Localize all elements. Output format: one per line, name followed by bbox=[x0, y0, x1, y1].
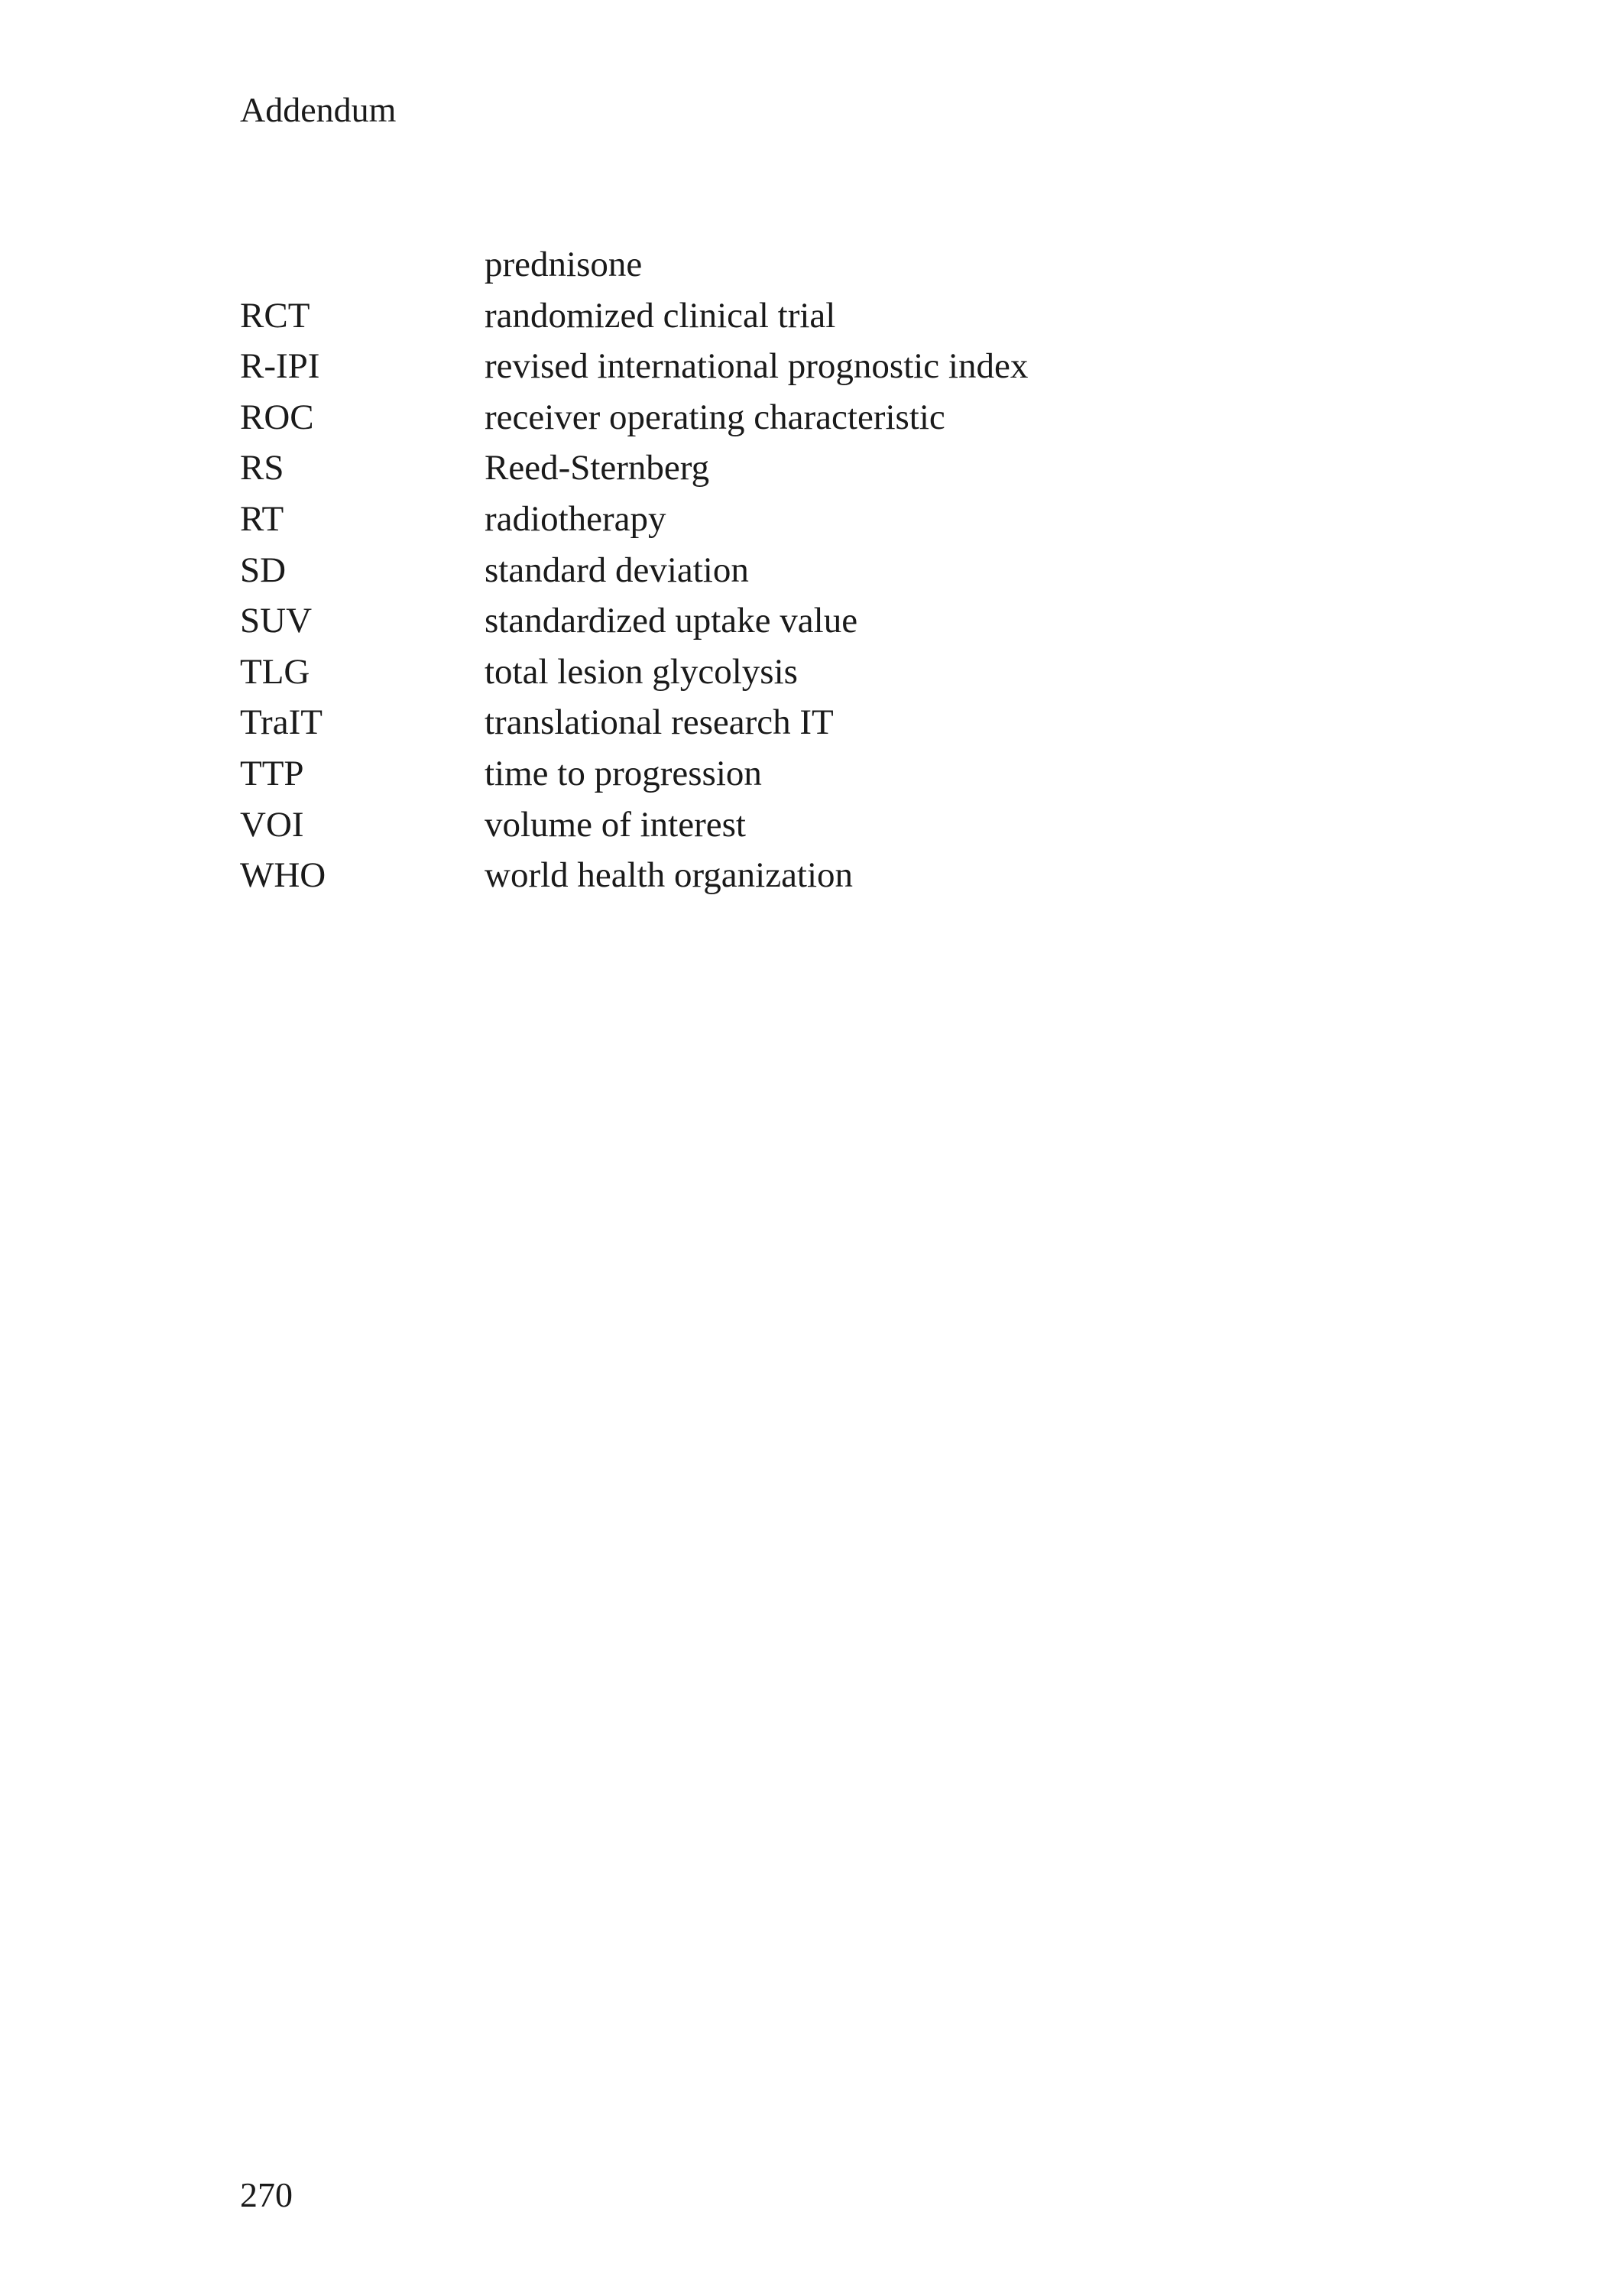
abbreviation-term: SD bbox=[240, 550, 287, 590]
abbreviation-definition: receiver operating characteristic bbox=[485, 397, 945, 437]
abbreviation-row bbox=[240, 494, 1028, 545]
abbreviation-definition: revised international prognostic index bbox=[485, 346, 1029, 387]
abbreviation-term: SUV bbox=[240, 601, 313, 641]
abbreviation-term: VOI bbox=[240, 804, 304, 845]
abbreviation-definition: randomized clinical trial bbox=[485, 295, 836, 336]
abbreviation-row bbox=[240, 647, 1028, 698]
abbreviation-definition: translational research IT bbox=[485, 702, 834, 743]
abbreviation-definition: standard deviation bbox=[485, 550, 749, 590]
abbreviation-row bbox=[240, 443, 1028, 494]
abbreviation-definition: radiotherapy bbox=[485, 498, 666, 539]
abbreviation-term: TraIT bbox=[240, 702, 323, 743]
abbreviation-row bbox=[240, 748, 1028, 799]
abbreviation-row bbox=[240, 545, 1028, 596]
abbreviation-term: R-IPI bbox=[240, 346, 320, 387]
abbreviation-definition: world health organization bbox=[485, 855, 854, 896]
running-header: Addendum bbox=[240, 90, 397, 129]
abbreviation-term: RCT bbox=[240, 295, 310, 336]
abbreviation-row bbox=[240, 341, 1028, 392]
abbreviation-row bbox=[240, 799, 1028, 851]
abbreviation-term: RT bbox=[240, 498, 284, 539]
abbreviation-row bbox=[240, 239, 1028, 290]
abbreviation-term: RS bbox=[240, 448, 284, 488]
abbreviation-definition: time to progression bbox=[485, 753, 762, 793]
abbreviation-row bbox=[240, 392, 1028, 443]
abbreviation-definition: volume of interest bbox=[485, 804, 746, 845]
abbreviation-definition: prednisone bbox=[485, 245, 643, 284]
abbreviation-list bbox=[240, 239, 1028, 901]
abbreviation-term: TLG bbox=[240, 651, 310, 692]
abbreviation-row bbox=[240, 697, 1028, 748]
page-number: 270 bbox=[240, 2175, 293, 2214]
abbreviation-term: WHO bbox=[240, 855, 326, 896]
abbreviation-definition: standardized uptake value bbox=[485, 601, 858, 641]
abbreviation-term: ROC bbox=[240, 397, 314, 437]
abbreviation-row bbox=[240, 850, 1028, 901]
abbreviation-row bbox=[240, 290, 1028, 342]
abbreviation-row bbox=[240, 595, 1028, 647]
abbreviation-definition: Reed-Sternberg bbox=[485, 448, 710, 488]
abbreviation-definition: total lesion glycolysis bbox=[485, 651, 798, 692]
abbreviation-term: TTP bbox=[240, 753, 304, 793]
